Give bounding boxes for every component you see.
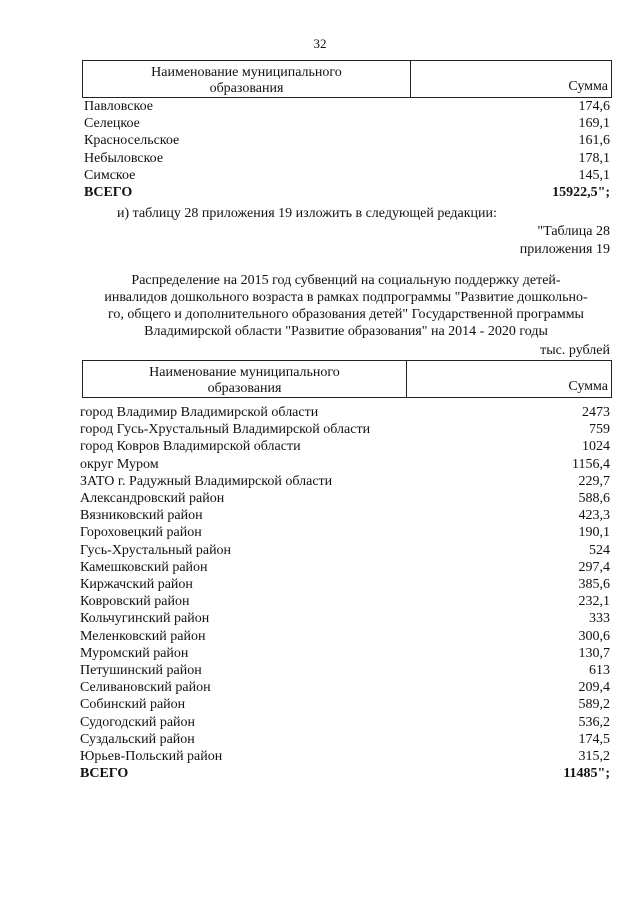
table2-row-name: Киржачский район — [80, 577, 193, 592]
table2-row — [80, 507, 610, 524]
table2-header-name — [83, 361, 407, 397]
title-line-1: Распределение на 2015 год субвенций на социальную поддержку детей- — [131, 273, 561, 288]
table1-total-value: 15922,5"; — [552, 185, 610, 200]
table2-row-value: 2473 — [582, 405, 610, 420]
table2-row — [80, 576, 610, 593]
table1-header — [82, 60, 612, 98]
table2-total-row — [80, 765, 610, 782]
table2-row-value: 315,2 — [578, 749, 610, 764]
table2-row — [80, 524, 610, 541]
table1-row — [84, 150, 610, 167]
units-label: тыс. рублей — [540, 343, 610, 358]
table2-row-value: 385,6 — [578, 577, 610, 592]
table2-row-name: Судогодский район — [80, 714, 196, 730]
table2-row-value: 209,4 — [578, 680, 610, 696]
table2-row — [80, 490, 610, 507]
table2-row-name: округ Муром — [80, 456, 159, 472]
table2-row-name: Вязниковский район — [80, 508, 203, 524]
table2-total-value: 11485"; — [563, 766, 610, 782]
table2-row — [80, 542, 610, 559]
table1-row — [84, 167, 610, 184]
table2-row-name: Гусь-Хрустальный район — [80, 542, 232, 558]
table2-header-name-line1: Наименование муниципального — [149, 365, 340, 380]
table1-header-name-line2: образования — [209, 81, 284, 96]
table2-row-name: Меленковский район — [80, 628, 206, 644]
table2-row — [80, 610, 610, 627]
table1-total-row — [84, 184, 610, 201]
table2-row-name: Суздальский район — [80, 731, 195, 747]
table2-header-name-line2: образования — [207, 381, 282, 396]
table2-row — [80, 421, 610, 438]
table2-total-label: ВСЕГО — [80, 766, 129, 782]
table2-row — [80, 696, 610, 713]
table2-header — [82, 360, 612, 398]
table2-row-value: 524 — [589, 542, 610, 558]
table2-row — [80, 404, 610, 421]
table1-row-name: Красносельское — [84, 133, 180, 149]
table1-header-sum-label: Сумма — [568, 79, 608, 94]
page-number: 32 — [313, 36, 327, 51]
table2-row-name: город Гусь-Хрустальный Владимирской области — [80, 422, 371, 438]
table2-row-name: Камешковский район — [80, 559, 208, 575]
table1-row-name: Селецкое — [84, 116, 140, 132]
table2-row — [80, 628, 610, 645]
table2-row — [80, 559, 610, 576]
table1-row — [84, 98, 610, 115]
table2-row — [80, 714, 610, 731]
table1-row-value: 174,6 — [578, 99, 610, 114]
title-line-3: го, общего и дополнительного образования детей" Государственной программы — [108, 307, 584, 322]
table2-row-value: 1156,4 — [572, 456, 610, 472]
table1-row-name: Небыловское — [84, 150, 164, 166]
title-line-4: Владимирской области "Развитие образования" на 2014 - 2020 годы — [144, 324, 548, 339]
table2-row-value: 297,4 — [578, 559, 610, 575]
table2-row-name: город Ковров Владимирской области — [80, 439, 301, 455]
table2-row-value: 333 — [589, 611, 610, 627]
table2-row — [80, 679, 610, 696]
table2-row — [80, 473, 610, 490]
table2-row — [80, 662, 610, 679]
table2-row-value: 423,3 — [578, 508, 610, 524]
table2-row-name: Ковровский район — [80, 594, 190, 610]
table2-row-name: Петушинский район — [80, 663, 202, 678]
table1-row — [84, 132, 610, 149]
table1-row-value: 161,6 — [578, 133, 610, 149]
table2-row-value: 536,2 — [578, 714, 610, 730]
table1-header-name — [83, 61, 411, 97]
table2-row-name: город Владимир Владимирской области — [80, 405, 319, 420]
table1-row — [84, 115, 610, 132]
table1-row-value: 169,1 — [578, 116, 610, 132]
table1-row-value: 145,1 — [578, 167, 610, 183]
table2-row-value: 190,1 — [578, 525, 610, 541]
table2-row-value: 232,1 — [578, 594, 610, 610]
table2-row — [80, 748, 610, 765]
table2-row-value: 1024 — [582, 439, 610, 455]
document-title — [76, 272, 616, 340]
table-ref-line1: "Таблица 28 — [537, 224, 610, 239]
table2-row-value: 130,7 — [578, 645, 610, 661]
table1-header-sum — [411, 61, 611, 97]
table1-row-name: Симское — [84, 167, 136, 183]
table1-row-value: 178,1 — [578, 150, 610, 166]
table2-row-value: 229,7 — [578, 473, 610, 489]
table2-row — [80, 731, 610, 748]
table1-total-label: ВСЕГО — [84, 185, 133, 200]
table2-row-name: Юрьев-Польский район — [80, 749, 223, 764]
table2-header-sum — [407, 361, 611, 397]
table2-row — [80, 645, 610, 662]
table2-row-value: 589,2 — [578, 697, 610, 713]
title-line-2: инвалидов дошкольного возраста в рамках подпрограммы "Развитие дошкольно- — [104, 290, 588, 305]
table2-header-sum-label: Сумма — [568, 379, 608, 394]
table2-row-value: 613 — [589, 663, 610, 678]
table2-row — [80, 438, 610, 455]
instruction: и) таблицу 28 приложения 19 изложить в следующей редакции: — [117, 206, 497, 221]
table2-row-value: 588,6 — [578, 491, 610, 506]
table2-row-name: Александровский район — [80, 491, 225, 506]
table2-row-value: 759 — [589, 422, 610, 438]
table2-row — [80, 593, 610, 610]
table2-row-name: Муромский район — [80, 645, 189, 661]
table2-row-value: 174,5 — [578, 731, 610, 747]
table2-row-value: 300,6 — [578, 628, 610, 644]
table1-header-name-line1: Наименование муниципального — [151, 65, 342, 80]
table-ref-line2: приложения 19 — [519, 242, 610, 257]
table1-row-name: Павловское — [84, 99, 153, 114]
table2-row-name: Селивановский район — [80, 680, 211, 696]
table2-row — [80, 456, 610, 473]
table2-row-name: Кольчугинский район — [80, 611, 210, 627]
table2-row-name: ЗАТО г. Радужный Владимирской области — [80, 473, 333, 489]
table2-row-name: Собинский район — [80, 697, 186, 713]
table2-row-name: Гороховецкий район — [80, 525, 202, 541]
